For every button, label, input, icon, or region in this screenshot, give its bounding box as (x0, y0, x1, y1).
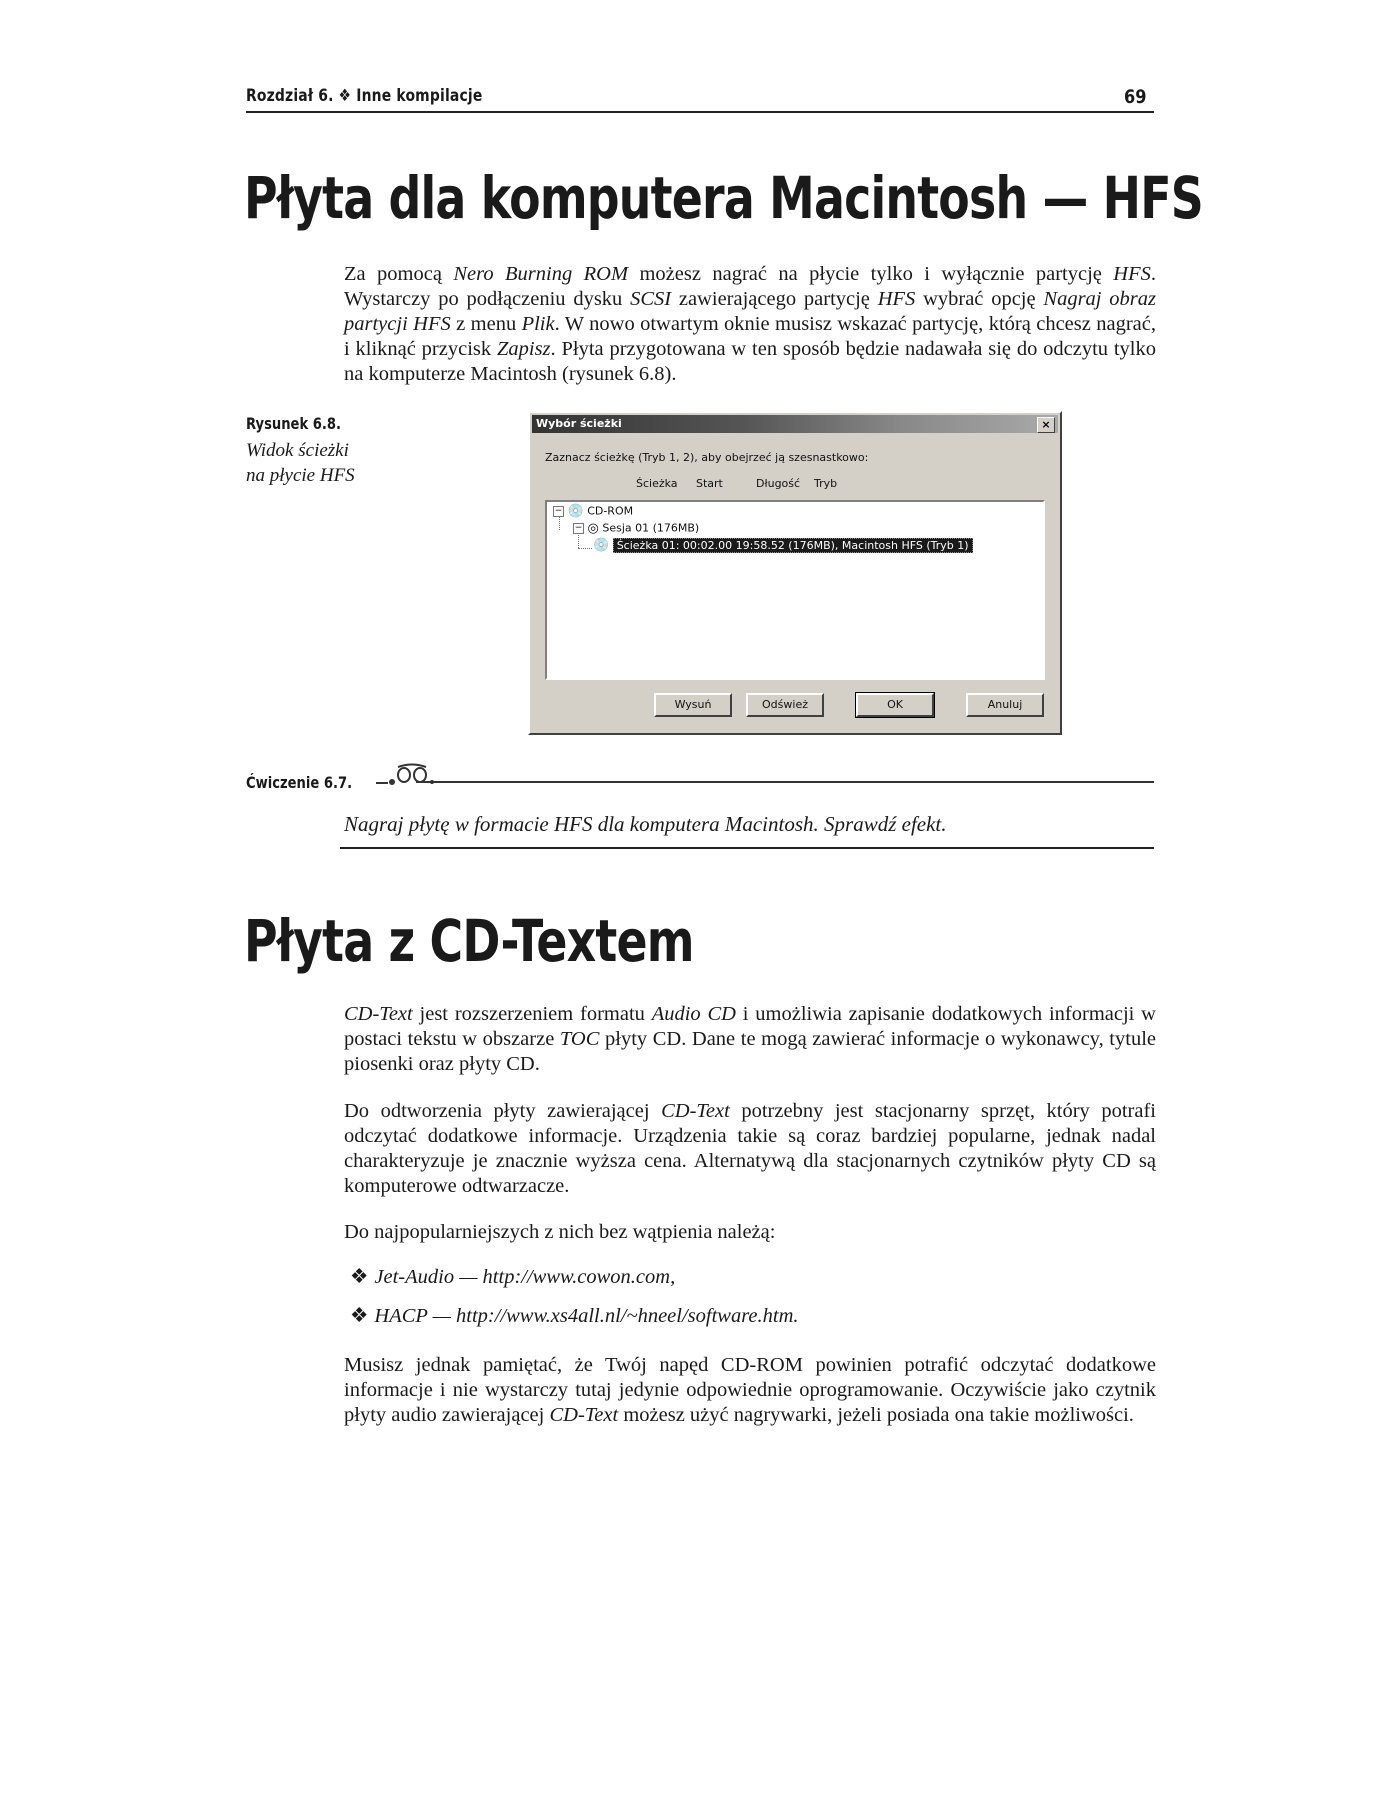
diamond-bullet-icon: ❖ (350, 1266, 369, 1288)
column-header-start[interactable]: Start (696, 477, 723, 490)
column-header-mode[interactable]: Tryb (814, 477, 838, 490)
tree-node-cdrom[interactable]: − 💿 CD-ROM (554, 504, 634, 519)
column-header-track[interactable]: Ścieżka (636, 477, 678, 490)
page-number: 69 (1123, 86, 1146, 108)
exercise-label: Ćwiczenie 6.7. (246, 773, 353, 792)
collapse-icon[interactable]: − (554, 506, 563, 516)
column-header-length[interactable]: Długość (756, 477, 801, 490)
figure-caption: Widok ścieżki na płycie HFS (246, 440, 355, 486)
list-item: ❖ Jet-Audio — http://www.cowon.com, (350, 1266, 676, 1288)
tree-node-track[interactable] (593, 538, 973, 553)
exercise-text: Nagraj płytę w formacie HFS dla komputera Macintosh. Sprawdź efekt. (344, 812, 947, 836)
close-icon[interactable]: × (1037, 417, 1055, 433)
hfs-paragraph: Za pomocą Nero Burning ROM możesz nagrać na płycie tylko i wyłącznie partycję HFS. Wystarczy po podłączeniu dysku SCSI zawierającego partycję HFS wybrać opcję Nagraj obraz partycji HFS z menu Plik. W nowo otwartym oknie musisz wskazać partycję, którą chcesz nagrać, i kliknąć przycisk Zapisz. Płyta przygotowana w ten sposób będzie nadawała się do odczytu tylko na komputerze Macintosh (rysunek 6.8). (344, 263, 1157, 385)
collapse-icon[interactable]: − (574, 523, 583, 533)
tree-connector (578, 548, 592, 549)
running-header-chapter: Rozdział 6. ❖ Inne kompilacje (246, 86, 483, 106)
list-item: ❖ HACP — http://www.xs4all.nl/~hneel/software.htm. (350, 1305, 799, 1327)
selected-track-label: Ścieżka 01: 00:02.00 19:58.52 (176MB), Macintosh HFS (Tryb 1) (613, 538, 973, 553)
dialog-titlebar (532, 415, 1058, 433)
figure-label: Rysunek 6.8. (246, 414, 341, 433)
header-rule (246, 111, 1154, 113)
cdtext-paragraph-2: Do odtworzenia płyty zawierającej CD-Text potrzebny jest stacjonarny sprzęt, który potrafi odczytać dodatkowe informacje. Urządzenia takie są coraz bardziej popularne, jednak nadal charakteryzuje je znacznie wyższa cena. Alternatywą dla stacjonarnych czytników płyty CD są komputerowe odtwarzacze. (344, 1100, 1156, 1197)
diamond-bullet-icon: ❖ (350, 1305, 369, 1327)
tree-node-session[interactable]: − ◎ Sesja 01 (176MB) (574, 521, 700, 536)
cd-drive-icon: 💿 (567, 504, 584, 519)
eject-button[interactable]: Wysuń (654, 693, 732, 717)
section-title-cdtext: Płyta z CD-Textem (244, 907, 694, 975)
dialog-instruction: Zaznacz ścieżkę (Tryb 1, 2), aby obejrzeć ją szesnastkowo: (545, 451, 869, 464)
ok-button[interactable]: OK (856, 693, 934, 717)
cdtext-paragraph-1: CD-Text jest rozszerzeniem formatu Audio CD i umożliwia zapisanie dodatkowych informacji w postaci tekstu w obszarze TOC płyty CD. Dane te mogą zawierać informacje o wykonawcy, tytule piosenki oraz płyty CD. (344, 1003, 1156, 1075)
cancel-button[interactable]: Anuluj (966, 693, 1044, 717)
dialog-title: Wybór ścieżki (536, 417, 622, 430)
section-title-hfs: Płyta dla komputera Macintosh — HFS (244, 164, 1203, 232)
track-icon: 💿 (593, 538, 610, 553)
track-tree[interactable] (545, 500, 1045, 680)
exercise-ornament-icon (368, 762, 1152, 788)
session-disc-icon: ◎ (587, 521, 599, 536)
refresh-button[interactable]: Odśwież (746, 693, 824, 717)
cdtext-paragraph-3: Do najpopularniejszych z nich bez wątpienia należą: (344, 1221, 776, 1243)
exercise-bottom-rule (340, 847, 1154, 849)
cdtext-paragraph-4: Musisz jednak pamiętać, że Twój napęd CD-ROM powinien potrafić odczytać dodatkowe informacje i nie wystarczy tutaj jedynie odpowiednie oprogramowanie. Oczywiście jako czytnik płyty audio zawierającej CD-Text możesz użyć nagrywarki, jeżeli posiada ona takie możliwości. (344, 1354, 1156, 1426)
track-selection-dialog (528, 411, 1062, 735)
exercise-rule (416, 781, 1154, 783)
